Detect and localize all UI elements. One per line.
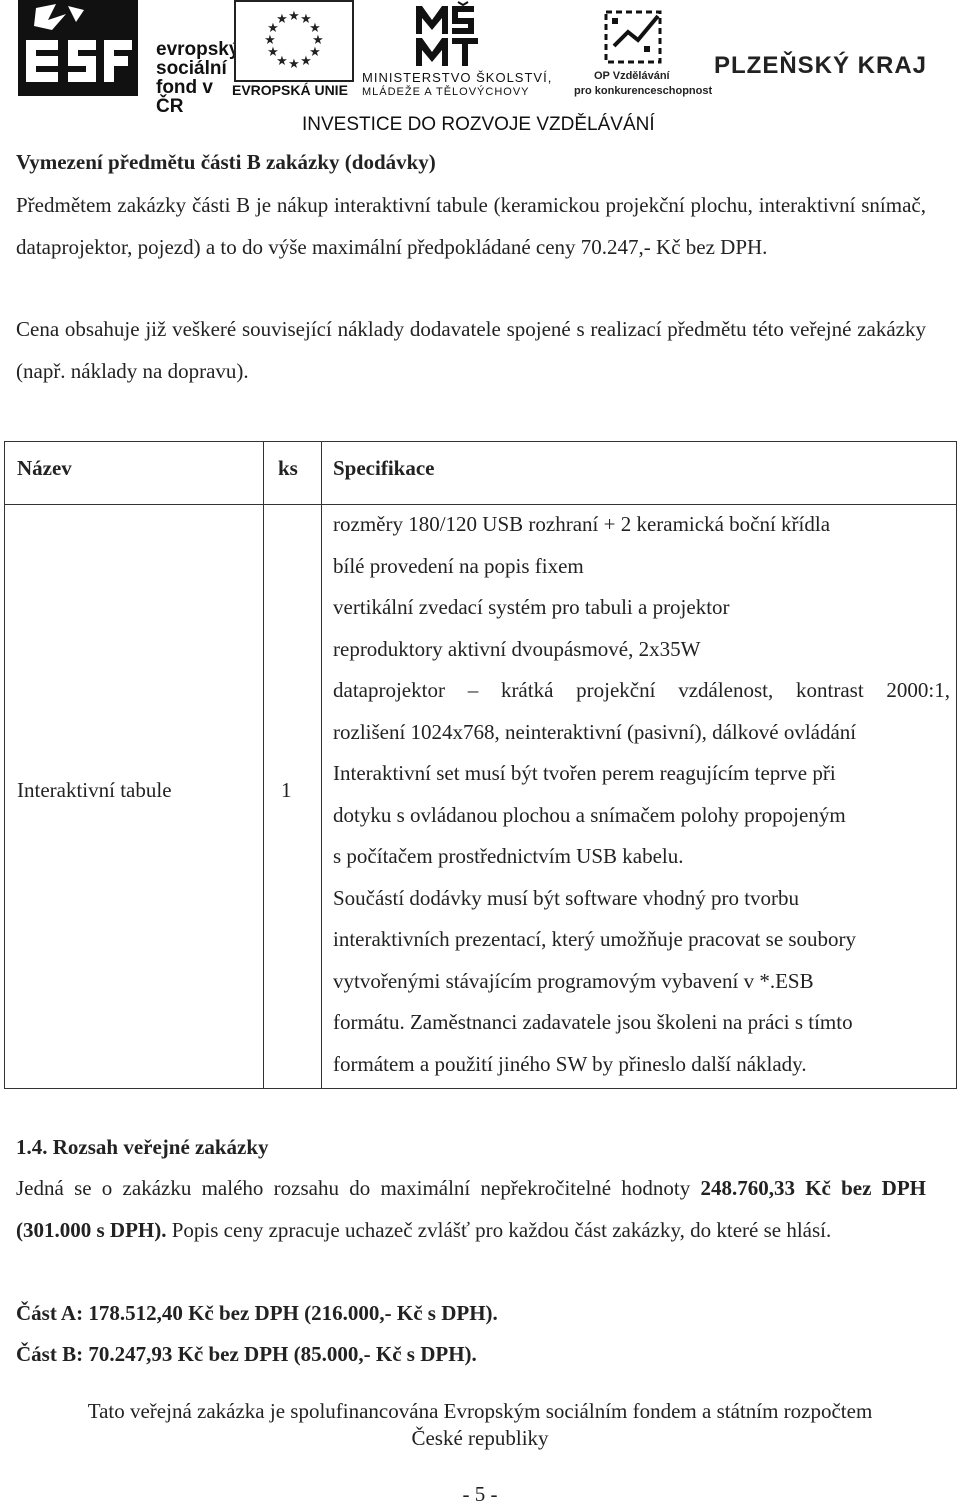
section-14-total: 248.760,33 Kč bez DPH (301.000 s DPH). (16, 1176, 927, 1242)
msmt-line-1: MINISTERSTVO ŠKOLSTVÍ, (362, 70, 553, 85)
section-14-para (16, 1168, 926, 1251)
op-line-1: OP Vzdělávání (594, 70, 670, 82)
section-b-title: Vymezení předmětu části B zakázky (dodávky) (16, 150, 436, 174)
part-b-price: Část B: 70.247,93 Kč bez DPH (85.000,- Kč s DPH). (16, 1342, 477, 1366)
region-name: PLZEŇSKÝ KRAJ (714, 52, 928, 79)
table-col-divider (321, 442, 322, 1088)
svg-text:★: ★ (309, 21, 321, 36)
col-header-name: Název (17, 456, 72, 480)
svg-text:★: ★ (300, 54, 312, 69)
eu-stars-icon (234, 0, 354, 82)
msmt-logo (358, 0, 568, 100)
msmt-line-2: MLÁDEŽE A TĚLOVÝCHOVY (362, 86, 530, 98)
col-header-spec: Specifikace (333, 456, 435, 480)
section-14-text-a: Jedná se o zakázku malého rozsahu do maximální nepřekročitelné hodnoty (16, 1176, 701, 1200)
spec-line: vytvořenými stávajícím programovým vybavení v *.ESB (333, 968, 814, 993)
esf-logo (18, 0, 240, 117)
footer-note (0, 1398, 960, 1452)
spec-line: dotyku s ovládanou plochou a snímačem polohy propojeným (333, 802, 846, 827)
spec-line: rozměry 180/120 USB rozhraní + 2 keramická boční křídla (333, 512, 831, 536)
eu-logo (230, 0, 352, 100)
svg-text:★: ★ (267, 45, 279, 60)
svg-text:★: ★ (276, 12, 288, 27)
slogan: INVESTICE DO ROZVOJE VZDĚLÁVÁNÍ (302, 114, 655, 135)
msmt-mark-icon (412, 0, 512, 68)
table-col-divider (263, 442, 264, 1088)
section-14-title: 1.4. Rozsah veřejné zakázky (16, 1135, 269, 1159)
spec-table (4, 441, 957, 1089)
svg-text:★: ★ (309, 45, 321, 60)
spec-line: Interaktivní set musí být tvořen perem reagujícím teprve při (333, 761, 836, 785)
col-header-qty: ks (278, 456, 298, 480)
cell-item-qty: 1 (281, 778, 292, 802)
plzensky-kraj-logo (714, 52, 928, 102)
footer-line-2: České republiky (411, 1426, 549, 1450)
svg-text:★: ★ (276, 54, 288, 69)
svg-text:★: ★ (288, 9, 300, 24)
svg-text:★: ★ (267, 21, 279, 36)
svg-text:★: ★ (288, 57, 300, 72)
spec-line: reproduktory aktivní dvoupásmové, 2x35W (333, 636, 701, 661)
esf-text-2: sociální (156, 58, 227, 79)
spec-line: formátem a použití jiného SW by přineslo další náklady. (333, 1051, 807, 1076)
section-b-para-1: Předmětem zakázky části B je nákup interaktivní tabule (keramickou projekční plochu, interaktivní snímač, dataprojektor, pojezd) a to do výše maximální předpokládané ceny 70.247,- Kč bez DPH. (16, 193, 926, 259)
spec-line: s počítačem prostřednictvím USB kabelu. (333, 844, 684, 868)
spec-line: dataprojektor – krátká projekční vzdálenost, kontrast 2000:1, (333, 678, 950, 702)
spec-line: formátu. Zaměstnanci zadavatele jsou školeni na práci s tímto (333, 1010, 853, 1034)
spec-line: rozlišení 1024x768, neinteraktivní (pasivní), dálkové ovládání (333, 719, 857, 744)
svg-text:★: ★ (312, 33, 324, 48)
op-line-2: pro konkurenceschopnost (574, 85, 713, 97)
spec-line: interaktivních prezentací, který umožňuje pracovat se soubory (333, 927, 857, 951)
op-logo (572, 0, 712, 100)
footer-line-1: Tato veřejná zakázka je spolufinancována Evropským sociálním fondem a státním rozpočtem (87, 1399, 873, 1423)
section-b-para-2: Cena obsahuje již veškeré související náklady dodavatele spojené s realizací předmětu této veřejné zakázky (např. náklady na dopravu). (16, 317, 926, 383)
page-number: - 5 - (462, 1482, 498, 1506)
spec-line: bílé provedení na popis fixem (333, 553, 584, 578)
op-mark-icon (600, 6, 672, 68)
svg-text:★: ★ (264, 33, 276, 48)
cell-item-name: Interaktivní tabule (17, 778, 172, 802)
logo-header (0, 0, 960, 140)
esf-text-1: evropský (156, 39, 240, 60)
spec-line: Součástí dodávky musí být software vhodný pro tvorbu (333, 885, 800, 910)
part-a-price: Část A: 178.512,40 Kč bez DPH (216.000,- Kč s DPH). (16, 1301, 498, 1325)
esf-mark-icon (18, 0, 138, 96)
svg-text:★: ★ (300, 12, 312, 27)
spec-line: vertikální zvedací systém pro tabuli a projektor (333, 595, 730, 619)
eu-caption: EVROPSKÁ UNIE (232, 82, 348, 98)
esf-text-3: fond v ČR (156, 77, 213, 117)
cell-spec (333, 504, 950, 1085)
section-14-text-b: Popis ceny zpracuje uchazeč zvlášť pro každou část zakázky, do které se hlásí. (166, 1217, 832, 1242)
